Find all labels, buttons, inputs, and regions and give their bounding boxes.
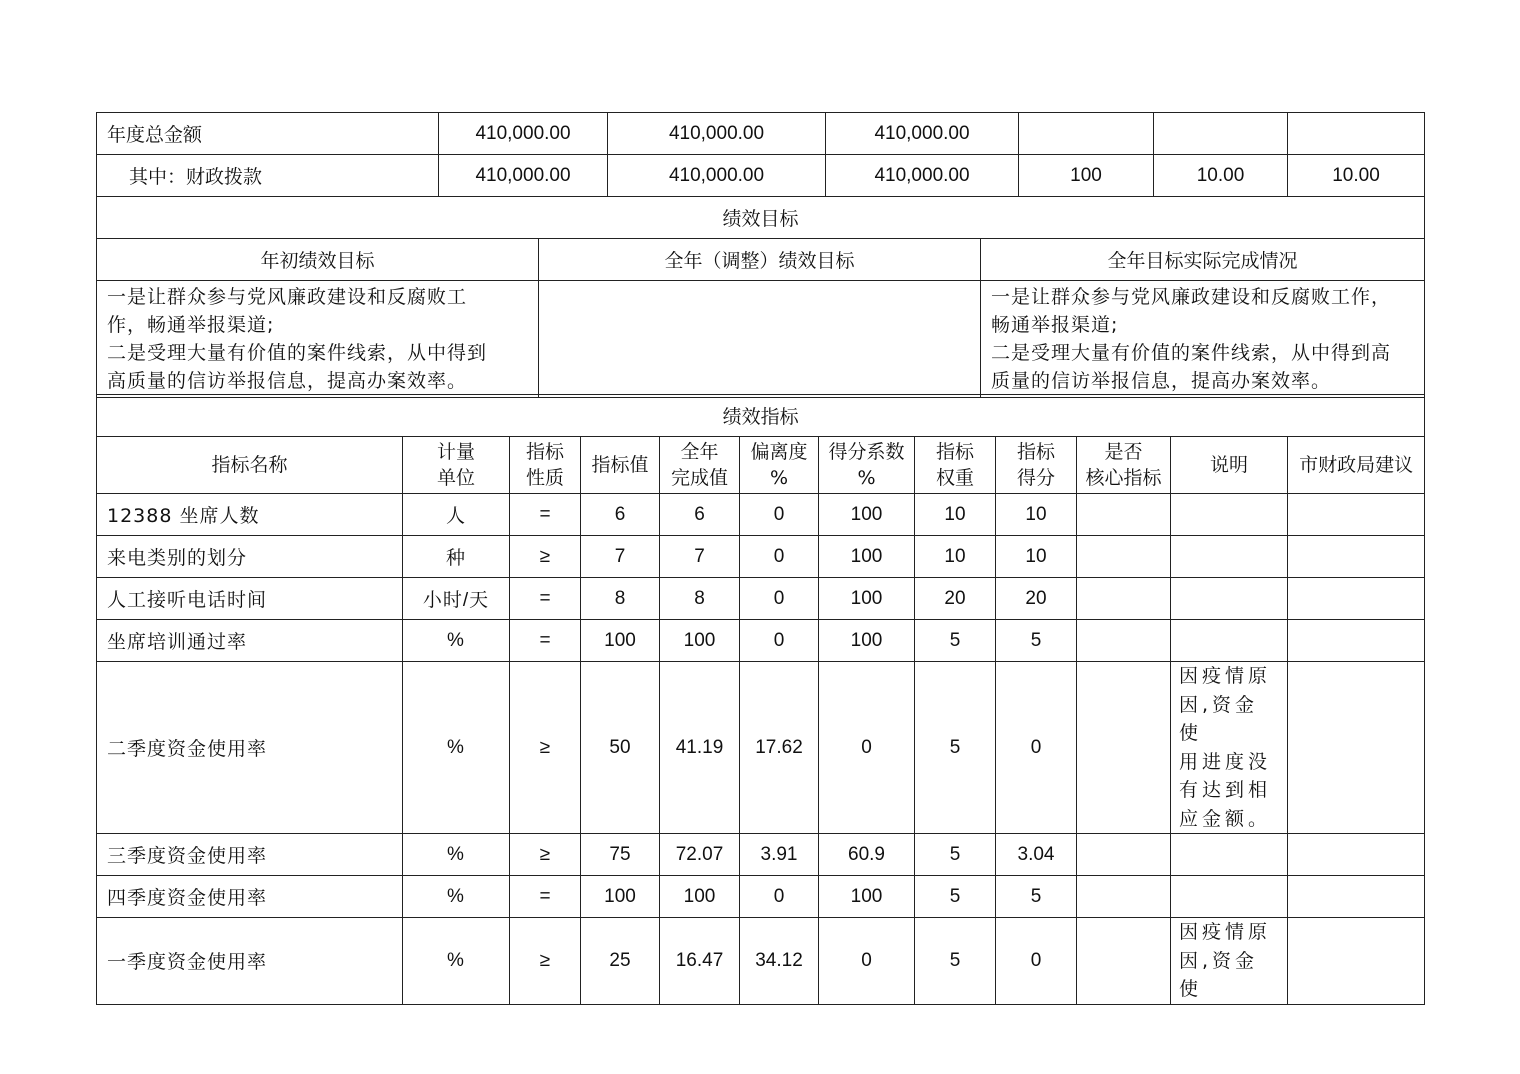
goal-line: 一是让群众参与党风廉政建设和反腐败工作，	[991, 286, 1392, 308]
indicator-deviation-cell: 0	[740, 536, 819, 578]
indicator-deviation-cell: 34.12	[740, 918, 819, 1005]
indicator-weight-cell: 5	[915, 620, 996, 662]
indicator-target-cell: 100	[581, 876, 660, 918]
indicator-suggest-cell	[1288, 620, 1425, 662]
header-line: 计量	[436, 441, 475, 463]
indicator-note-cell	[1171, 918, 1288, 1005]
indicator-name-cell: 四季度资金使用率	[97, 876, 403, 918]
indicator-unit-cell: %	[403, 834, 510, 876]
indicator-target-cell: 75	[581, 834, 660, 876]
indicator-suggest-cell	[1288, 494, 1425, 536]
indicator-header-cell	[97, 437, 403, 494]
funding-label: 年度总金额	[97, 113, 439, 155]
goal-line: 二是受理大量有价值的案件线索，从中得到高	[991, 342, 1392, 364]
indicator-note-cell	[1171, 876, 1288, 918]
indicator-core-cell	[1077, 918, 1171, 1005]
goal-line: 高质量的信访举报信息，提高办案效率。	[107, 370, 468, 392]
indicator-score-cell: 0	[996, 918, 1077, 1005]
indicator-deviation-cell: 0	[740, 578, 819, 620]
funding-cell: 410,000.00	[826, 155, 1019, 197]
indicator-coef-cell: 100	[819, 494, 915, 536]
indicator-nature-cell: ≥	[510, 662, 581, 834]
note-line: 用进度没	[1179, 750, 1272, 773]
header-line: 说明	[1209, 454, 1248, 476]
indicator-unit-cell: %	[403, 662, 510, 834]
indicator-name-cell: 坐席培训通过率	[97, 620, 403, 662]
indicators-table	[96, 394, 1425, 1005]
header-line: 偏离度	[750, 441, 808, 463]
indicator-weight-cell: 5	[915, 662, 996, 834]
indicator-nature-cell: =	[510, 578, 581, 620]
header-line: 全年	[680, 441, 719, 463]
indicator-core-cell	[1077, 876, 1171, 918]
indicator-suggest-cell	[1288, 578, 1425, 620]
indicator-weight-cell: 20	[915, 578, 996, 620]
note-line: 应金额。	[1179, 807, 1272, 830]
goal-line: 畅通举报渠道;	[991, 314, 1119, 336]
indicator-name-cell: 一季度资金使用率	[97, 918, 403, 1005]
indicator-coef-cell: 100	[819, 620, 915, 662]
indicator-unit-cell: 人	[403, 494, 510, 536]
funding-cell: 410,000.00	[608, 155, 826, 197]
funding-table	[96, 112, 1425, 197]
indicator-suggest-cell	[1288, 834, 1425, 876]
indicator-note-cell	[1171, 536, 1288, 578]
indicator-header-cell	[996, 437, 1077, 494]
indicator-header-cell	[403, 437, 510, 494]
funding-cell	[1154, 113, 1288, 155]
indicator-header-cell	[581, 437, 660, 494]
indicator-core-cell	[1077, 834, 1171, 876]
goals-header-adjusted: 全年（调整）绩效目标	[539, 239, 981, 281]
indicator-nature-cell: ≥	[510, 834, 581, 876]
header-line: %	[857, 467, 876, 489]
header-line: 单位	[436, 467, 475, 489]
indicator-header-cell	[915, 437, 996, 494]
indicator-core-cell	[1077, 662, 1171, 834]
indicator-core-cell	[1077, 536, 1171, 578]
indicator-nature-cell: =	[510, 876, 581, 918]
indicator-weight-cell: 5	[915, 876, 996, 918]
indicator-unit-cell: %	[403, 876, 510, 918]
indicator-coef-cell: 0	[819, 662, 915, 834]
indicator-nature-cell: =	[510, 620, 581, 662]
indicator-row	[97, 578, 1425, 620]
indicator-actual-cell: 41.19	[660, 662, 740, 834]
header-line: 指标	[1016, 441, 1055, 463]
goals-table	[96, 196, 1425, 398]
indicator-suggest-cell	[1288, 662, 1425, 834]
funding-label: 其中：财政拨款	[97, 155, 439, 197]
indicator-score-cell: 5	[996, 876, 1077, 918]
header-line: 指标值	[591, 454, 649, 476]
indicator-deviation-cell: 0	[740, 494, 819, 536]
indicator-weight-cell: 5	[915, 834, 996, 876]
indicator-actual-cell: 72.07	[660, 834, 740, 876]
indicator-name-cell: 12388 坐席人数	[97, 494, 403, 536]
indicator-note-cell	[1171, 662, 1288, 834]
indicator-target-cell: 6	[581, 494, 660, 536]
indicator-row	[97, 662, 1425, 834]
indicator-coef-cell: 60.9	[819, 834, 915, 876]
goals-header-initial: 年初绩效目标	[97, 239, 539, 281]
indicator-unit-cell: 小时/天	[403, 578, 510, 620]
indicator-actual-cell: 7	[660, 536, 740, 578]
indicator-name-cell: 三季度资金使用率	[97, 834, 403, 876]
indicator-core-cell	[1077, 494, 1171, 536]
indicator-target-cell: 8	[581, 578, 660, 620]
header-line: 指标	[935, 441, 974, 463]
indicator-actual-cell: 8	[660, 578, 740, 620]
indicator-header-cell	[1077, 437, 1171, 494]
indicator-coef-cell: 100	[819, 536, 915, 578]
indicator-row	[97, 620, 1425, 662]
indicator-unit-cell: %	[403, 620, 510, 662]
indicator-nature-cell: ≥	[510, 918, 581, 1005]
funding-cell: 410,000.00	[608, 113, 826, 155]
funding-cell: 410,000.00	[439, 113, 608, 155]
indicator-actual-cell: 16.47	[660, 918, 740, 1005]
indicator-coef-cell: 100	[819, 578, 915, 620]
header-line: 市财政局建议	[1299, 454, 1414, 476]
indicator-target-cell: 7	[581, 536, 660, 578]
header-line: 核心指标	[1085, 467, 1162, 489]
indicator-header-cell	[740, 437, 819, 494]
funding-row-fiscal	[97, 155, 1425, 197]
indicator-core-cell	[1077, 578, 1171, 620]
goals-adjusted-text	[539, 281, 981, 398]
indicator-coef-cell: 0	[819, 918, 915, 1005]
indicator-name-cell: 二季度资金使用率	[97, 662, 403, 834]
goal-line: 质量的信访举报信息，提高办案效率。	[991, 370, 1332, 392]
indicator-row	[97, 494, 1425, 536]
indicator-target-cell: 25	[581, 918, 660, 1005]
indicator-score-cell: 3.04	[996, 834, 1077, 876]
indicator-suggest-cell	[1288, 918, 1425, 1005]
funding-cell	[1019, 113, 1154, 155]
indicator-row	[97, 876, 1425, 918]
goals-section-title: 绩效目标	[97, 197, 1425, 239]
funding-cell: 100	[1019, 155, 1154, 197]
goals-header-actual: 全年目标实际完成情况	[981, 239, 1425, 281]
note-line: 因疫情原	[1179, 921, 1272, 943]
goal-line: 一是让群众参与党风廉政建设和反腐败工	[107, 286, 468, 308]
indicator-weight-cell: 10	[915, 536, 996, 578]
note-line: 因疫情原	[1179, 665, 1272, 687]
indicators-header-row	[97, 437, 1425, 494]
indicators-section-title: 绩效指标	[97, 395, 1425, 437]
header-line: 完成值	[670, 467, 728, 489]
indicator-suggest-cell	[1288, 536, 1425, 578]
indicator-score-cell: 10	[996, 494, 1077, 536]
note-line: 因,资金使	[1179, 949, 1259, 1000]
indicator-coef-cell: 100	[819, 876, 915, 918]
indicator-note-cell	[1171, 578, 1288, 620]
indicator-header-cell	[510, 437, 581, 494]
indicator-note-cell	[1171, 620, 1288, 662]
indicator-suggest-cell	[1288, 876, 1425, 918]
header-line: %	[769, 467, 789, 489]
indicator-score-cell: 5	[996, 620, 1077, 662]
funding-row-total	[97, 113, 1425, 155]
indicator-deviation-cell: 0	[740, 876, 819, 918]
indicator-header-cell	[819, 437, 915, 494]
indicator-row	[97, 834, 1425, 876]
indicator-actual-cell: 100	[660, 876, 740, 918]
indicator-header-cell	[660, 437, 740, 494]
funding-cell: 410,000.00	[826, 113, 1019, 155]
indicator-unit-cell: %	[403, 918, 510, 1005]
header-line: 指标	[525, 441, 564, 463]
indicator-target-cell: 50	[581, 662, 660, 834]
indicator-actual-cell: 100	[660, 620, 740, 662]
note-line: 有达到相	[1179, 779, 1272, 801]
funding-cell: 10.00	[1154, 155, 1288, 197]
goal-line: 二是受理大量有价值的案件线索，从中得到	[107, 342, 488, 364]
indicator-weight-cell: 10	[915, 494, 996, 536]
indicator-target-cell: 100	[581, 620, 660, 662]
indicator-score-cell: 0	[996, 662, 1077, 834]
indicator-header-cell	[1288, 437, 1425, 494]
indicator-name-cell: 来电类别的划分	[97, 536, 403, 578]
indicator-note-cell	[1171, 834, 1288, 876]
indicator-score-cell: 10	[996, 536, 1077, 578]
indicator-name-cell: 人工接听电话时间	[97, 578, 403, 620]
indicator-row	[97, 918, 1425, 1005]
indicator-deviation-cell: 3.91	[740, 834, 819, 876]
indicator-core-cell	[1077, 620, 1171, 662]
indicator-nature-cell: =	[510, 494, 581, 536]
note-line: 因,资金使	[1179, 693, 1259, 744]
header-line: 指标名称	[211, 454, 288, 476]
indicator-header-cell	[1171, 437, 1288, 494]
header-line: 得分	[1016, 467, 1055, 489]
indicator-actual-cell: 6	[660, 494, 740, 536]
header-line: 是否	[1104, 441, 1143, 463]
indicator-unit-cell: 种	[403, 536, 510, 578]
indicator-row	[97, 536, 1425, 578]
header-line: 权重	[935, 467, 974, 489]
goal-line: 作，畅通举报渠道;	[107, 314, 275, 336]
header-line: 得分系数	[828, 441, 905, 463]
funding-cell: 10.00	[1288, 155, 1425, 197]
indicator-note-cell	[1171, 494, 1288, 536]
indicator-score-cell: 20	[996, 578, 1077, 620]
funding-cell	[1288, 113, 1425, 155]
indicator-deviation-cell: 0	[740, 620, 819, 662]
indicator-deviation-cell: 17.62	[740, 662, 819, 834]
goals-initial-text	[97, 281, 539, 398]
funding-cell: 410,000.00	[439, 155, 608, 197]
header-line: 性质	[525, 467, 564, 489]
indicator-nature-cell: ≥	[510, 536, 581, 578]
goals-actual-text	[981, 281, 1425, 398]
indicator-weight-cell: 5	[915, 918, 996, 1005]
